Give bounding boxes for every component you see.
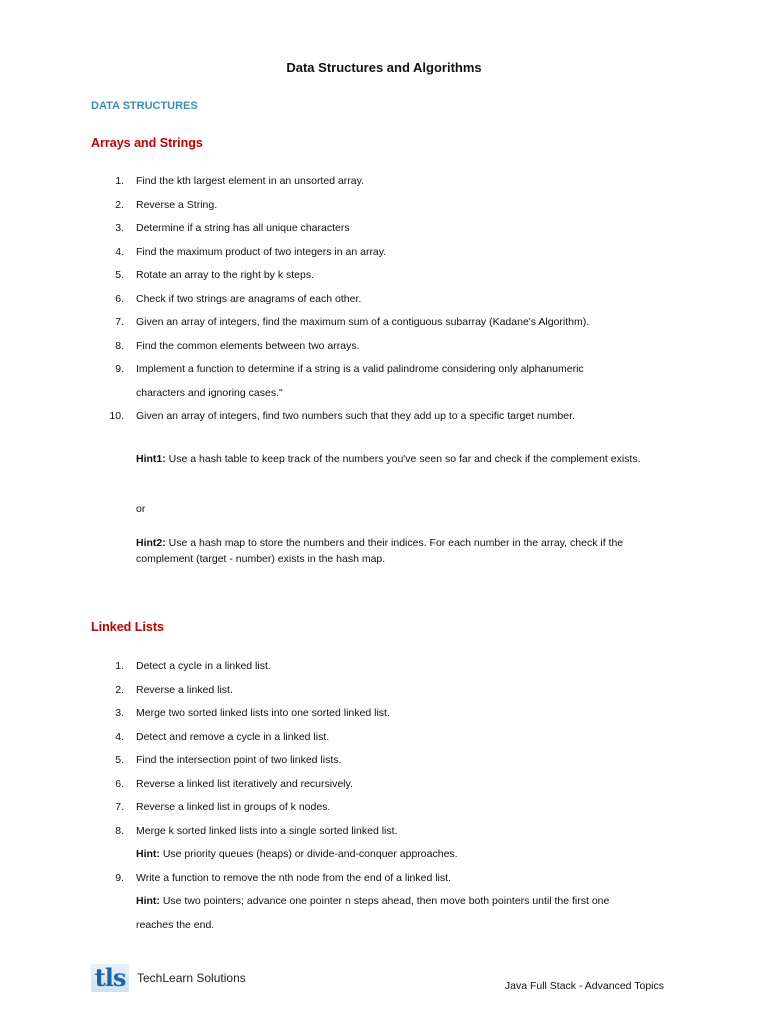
- list-item: [110, 241, 670, 265]
- list-item: [110, 867, 670, 938]
- list-item: [110, 217, 670, 241]
- item-number: 4.: [115, 730, 124, 743]
- linked-lists-heading: Linked Lists: [91, 620, 164, 634]
- item-text: Merge two sorted linked lists into one sorted linked list.: [136, 707, 390, 719]
- list-item: [110, 702, 670, 726]
- list-item: [110, 820, 670, 867]
- item-text: Write a function to remove the nth node from the end of a linked list.: [136, 871, 451, 884]
- list-item: [110, 335, 670, 359]
- item-text: Check if two strings are anagrams of each other.: [136, 292, 362, 305]
- item-number: 1.: [115, 660, 124, 672]
- list-item: [110, 749, 670, 773]
- list-item: [110, 655, 670, 679]
- item-text-continued: characters and ignoring cases.": [136, 386, 283, 399]
- item-text: Find the intersection point of two linked lists.: [136, 754, 342, 766]
- item-number: 7.: [115, 316, 124, 328]
- item-hint: [136, 843, 670, 867]
- or-text: or: [136, 503, 146, 515]
- item-number: 4.: [115, 245, 124, 258]
- list-item: [110, 796, 670, 820]
- item-text: Find the maximum product of two integers in an array.: [136, 245, 387, 258]
- item-number: 6.: [115, 777, 124, 790]
- list-item: [110, 726, 670, 750]
- hint-text: Use priority queues (heaps) or divide-and-conquer approaches.: [159, 848, 458, 860]
- company-name: TechLearn Solutions: [137, 971, 246, 985]
- item-text: Rotate an array to the right by k steps.: [136, 269, 315, 281]
- hint-label: Hint1:: [136, 453, 166, 465]
- item-text: Given an array of integers, find two numbers such that they add up to a specific target number.: [136, 410, 575, 422]
- item-text: Reverse a linked list.: [136, 683, 233, 696]
- item-number: 9.: [115, 871, 124, 884]
- company-logo: [91, 964, 246, 992]
- linked-lists-list: [110, 655, 670, 937]
- item-text: Reverse a String.: [136, 198, 218, 211]
- item-number: 1.: [115, 175, 124, 187]
- hint-label: Hint:: [136, 848, 160, 860]
- item-text: Reverse a linked list in groups of k nodes.: [136, 801, 331, 813]
- list-item: [110, 170, 670, 194]
- item-number: 6.: [115, 292, 124, 305]
- hint1: [136, 452, 676, 468]
- hint-label: Hint:: [136, 895, 160, 907]
- item-number: 3.: [115, 222, 124, 234]
- hint-text: Use two pointers; advance one pointer n steps ahead, then move both pointers until the first one: [159, 895, 610, 907]
- list-item: [110, 405, 670, 429]
- list-item: [110, 679, 670, 703]
- list-item: [110, 358, 670, 405]
- list-item: [110, 311, 670, 335]
- item-number: 3.: [115, 707, 124, 719]
- item-hint: [136, 890, 670, 914]
- footer-course-title: Java Full Stack - Advanced Topics: [504, 980, 664, 992]
- item-text: Reverse a linked list iteratively and recursively.: [136, 777, 353, 790]
- item-text: Given an array of integers, find the maximum sum of a contiguous subarray (Kadane's Algorithm).: [136, 316, 590, 328]
- item-text: Detect and remove a cycle in a linked list.: [136, 730, 330, 743]
- item-text: Detect a cycle in a linked list.: [136, 660, 271, 672]
- item-number: 8.: [115, 339, 124, 352]
- document-title: Data Structures and Algorithms: [286, 60, 482, 75]
- item-number: 2.: [115, 198, 124, 211]
- section-title: DATA STRUCTURES: [91, 100, 198, 112]
- arrays-list: [110, 170, 670, 429]
- hint-label: Hint2:: [136, 537, 166, 549]
- item-number: 5.: [115, 754, 124, 766]
- hint-text: Use a hash table to keep track of the numbers you've seen so far and check if the complement exists.: [165, 453, 641, 465]
- list-item: [110, 288, 670, 312]
- hint-text: Use a hash map to store the numbers and their indices. For each number in the array, check if the complement (target - number) exists in the hash map.: [136, 537, 624, 565]
- item-number: 7.: [115, 801, 124, 813]
- list-item: [110, 773, 670, 797]
- hint2: [136, 536, 676, 567]
- item-text: Implement a function to determine if a string is a valid palindrome considering only alphanumeric: [136, 363, 584, 375]
- item-number: 10.: [109, 410, 124, 422]
- item-text: Merge k sorted linked lists into a single sorted linked list.: [136, 824, 398, 837]
- item-number: 9.: [115, 363, 124, 375]
- tls-logo-icon: tls: [91, 964, 129, 992]
- item-number: 8.: [115, 824, 124, 837]
- item-text: Determine if a string has all unique characters: [136, 222, 350, 234]
- arrays-heading: Arrays and Strings: [91, 136, 203, 150]
- item-number: 5.: [115, 269, 124, 281]
- item-number: 2.: [115, 683, 124, 696]
- list-item: [110, 194, 670, 218]
- hint-text-continued: reaches the end.: [136, 918, 215, 931]
- item-text: Find the kth largest element in an unsorted array.: [136, 175, 365, 187]
- list-item: [110, 264, 670, 288]
- item-text: Find the common elements between two arrays.: [136, 339, 360, 352]
